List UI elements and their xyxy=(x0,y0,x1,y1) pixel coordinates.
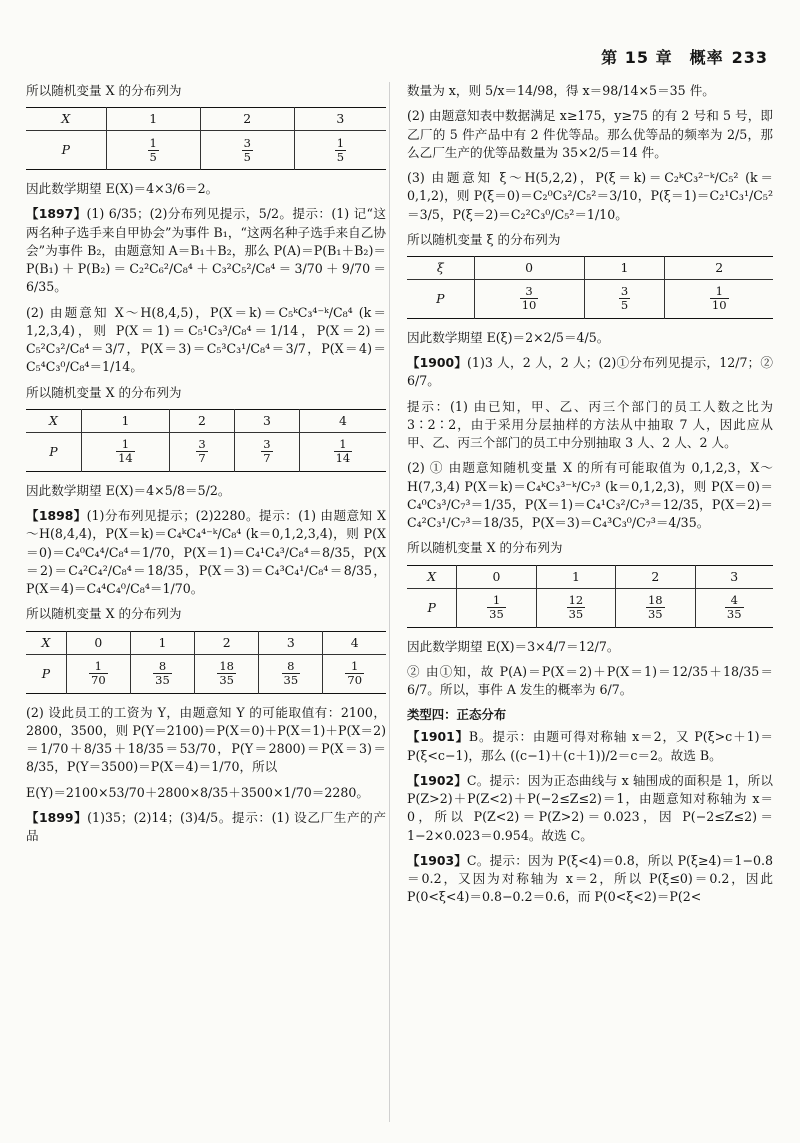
question-number: 【1900】 xyxy=(407,355,468,371)
fraction xyxy=(242,137,253,164)
fraction-denominator: 35 xyxy=(647,607,663,622)
intro-line: 所以随机变量 X 的分布列为 xyxy=(26,83,182,98)
table-var-header: X xyxy=(26,631,66,654)
table-prob-cell xyxy=(130,654,194,693)
fraction-numerator: 1 xyxy=(339,437,347,452)
expectation-line: 因此数学期望 E(X)＝3×4/7＝12/7。 xyxy=(407,638,620,654)
fraction-numerator: 4 xyxy=(730,593,738,607)
table-value-cell: 3 xyxy=(259,631,323,654)
table-value-cell: 1 xyxy=(536,565,615,588)
fraction-denominator: 5 xyxy=(243,149,251,164)
table-value-cell: 2 xyxy=(195,631,259,654)
fraction-numerator: 12 xyxy=(568,593,584,607)
fraction-denominator: 35 xyxy=(568,607,584,622)
fraction xyxy=(646,594,665,621)
column-divider xyxy=(389,82,390,1122)
question-number: 【1897】 xyxy=(26,206,87,222)
expectation-line: 因此数学期望 E(X)＝4×3/6＝2。 xyxy=(26,181,219,197)
fraction-numerator: 3 xyxy=(525,284,533,299)
answer-text: B。提示：由题可得对称轴 x＝2，又 P(ξ>c＋1)＝P(ξ<c−1)，那么 ((c−1)＋(c＋1))/2＝c＝2。故选 B。 xyxy=(407,729,773,763)
fraction-numerator: 8 xyxy=(158,658,167,673)
answer-1903 xyxy=(407,852,773,907)
fraction-numerator: 1 xyxy=(351,658,359,673)
table-prob-cell xyxy=(200,131,294,170)
page-header xyxy=(601,46,768,69)
answer-text: C。提示：因为 P(ξ<4)＝0.8，所以 P(ξ≥4)＝1−0.8＝0.2，又因为对称轴为 x＝2，所以 P(ξ≤0)＝0.2，因此 P(0<ξ<4)＝0.8−0.2＝0.6，而 P(0<ξ<2)＝P(2< xyxy=(407,852,773,905)
fraction xyxy=(520,285,539,312)
expectation-line: 因此数学期望 E(ξ)＝2×2/5＝4/5。 xyxy=(407,329,610,345)
answer-text: (2) 设此员工的工资为 Y，由题意知 Y 的可能取值有：2100，2800，3500，则 P(Y＝2100)＝P(X＝0)＋P(X＝1)＋P(X＝2)＝1/70＋8/35＋18/35＝53/70，P(Y＝2800)＝P(X＝3)＝8/35，P(Y＝3500)＝P(X＝4)＝1/70，所以 xyxy=(26,704,386,775)
table-prob-header: P xyxy=(26,131,106,170)
distribution-table-1900 xyxy=(407,565,773,628)
expectation-line: 因此数学期望 E(X)＝4×5/8＝5/2。 xyxy=(26,482,231,498)
table-var-header: X xyxy=(26,409,81,432)
answer-text: 数量为 x，则 5/x＝14/98，得 x＝98/14×5＝35 件。 xyxy=(407,83,715,98)
table-prob-cell xyxy=(170,432,235,471)
page-number: 233 xyxy=(731,48,768,67)
fraction-numerator: 1 xyxy=(336,135,345,150)
fraction-denominator: 5 xyxy=(620,298,629,313)
expectation-line: E(Y)＝2100×53/70＋2800×8/35＋3500×1/70＝2280。 xyxy=(26,784,370,800)
table-value-cell: 0 xyxy=(66,631,130,654)
table-prob-cell xyxy=(66,654,130,693)
table-value-cell: 4 xyxy=(323,631,386,654)
table-prob-cell xyxy=(81,432,169,471)
table-prob-cell xyxy=(695,588,773,627)
table-value-cell: 1 xyxy=(106,108,200,131)
fraction-numerator: 8 xyxy=(287,658,295,673)
fraction-denominator: 5 xyxy=(149,149,157,164)
table-value-cell: 0 xyxy=(474,257,584,280)
question-number: 【1899】 xyxy=(26,809,88,825)
fraction xyxy=(217,660,236,687)
question-number: 【1903】 xyxy=(407,852,467,868)
answer-1900 xyxy=(407,354,773,699)
table-prob-cell xyxy=(299,432,386,471)
question-number: 【1901】 xyxy=(407,729,469,745)
table-prob-cell xyxy=(474,279,584,318)
table-prob-cell xyxy=(106,131,200,170)
table-prob-header: P xyxy=(26,432,81,471)
fraction-numerator: 18 xyxy=(647,593,663,607)
table-value-cell: 2 xyxy=(616,565,695,588)
fraction-denominator: 14 xyxy=(118,451,133,466)
fraction-denominator: 5 xyxy=(336,149,345,164)
fraction-numerator: 3 xyxy=(620,284,629,299)
left-column xyxy=(26,82,386,852)
fraction-denominator: 35 xyxy=(726,607,742,622)
fraction xyxy=(725,594,744,621)
table-value-cell: 1 xyxy=(81,409,169,432)
fraction-numerator: 3 xyxy=(198,437,206,452)
answer-text: 所以随机变量 X 的分布列为 xyxy=(407,540,563,556)
table-prob-cell xyxy=(294,131,386,170)
chapter-title: 第 15 章 概率 xyxy=(601,48,724,67)
fraction-numerator: 1 xyxy=(121,437,130,452)
section-title: 类型四：正态分布 xyxy=(407,707,507,723)
fraction xyxy=(710,285,729,312)
fraction-denominator: 35 xyxy=(219,673,234,688)
table-value-cell: 2 xyxy=(170,409,235,432)
table-var-header: ξ xyxy=(407,257,474,280)
table-prob-cell xyxy=(234,432,299,471)
table-value-cell: 1 xyxy=(584,257,665,280)
answer-text: (1)35；(2)14；(3)4/5。提示：(1) 设乙厂生产的产品 xyxy=(26,809,386,844)
answer-text: (2) 由题意知 X～H(8,4,5)，P(X＝k)＝C₅ᵏC₃⁴⁻ᵏ/C₈⁴ (k＝1,2,3,4)，则 P(X＝1)＝C₅¹C₃³/C₈⁴＝1/14，P(X＝2)＝C₅²C₃²/C₈⁴＝3/7，P(X＝3)＝C₅³C₃¹/C₈⁴＝3/7，P(X＝4)＝C₅⁴C₃⁰/C₈⁴＝1/14。 xyxy=(26,304,386,375)
fraction xyxy=(567,594,586,621)
fraction-denominator: 35 xyxy=(283,673,299,688)
table-prob-cell xyxy=(323,654,386,693)
fraction-numerator: 18 xyxy=(219,658,234,673)
answer-text: 所以随机变量 X 的分布列为 xyxy=(26,384,182,400)
answer-1899 xyxy=(26,809,386,846)
fraction xyxy=(619,285,630,312)
fraction-numerator: 1 xyxy=(149,135,157,150)
table-value-cell: 3 xyxy=(234,409,299,432)
answer-text: (1)3 人，2 人，2 人；(2)①分布列见提示，12/7；② 6/7。 xyxy=(407,355,773,389)
fraction-denominator: 10 xyxy=(711,298,727,313)
fraction-denominator: 70 xyxy=(347,673,363,688)
answer-text: 提示：(1) 由已知，甲、乙、丙三个部门的员工人数之比为 3∶2∶2，由于采用分层抽样的方法从中抽取 7 人，因此应从甲、乙、丙三个部门的员工中分别抽取 3 人、2 人、2 人。 xyxy=(407,398,773,451)
fraction-denominator: 10 xyxy=(521,298,537,313)
fraction xyxy=(148,137,159,164)
table-var-header: X xyxy=(407,565,457,588)
table-var-header: X xyxy=(26,108,106,131)
table-prob-cell xyxy=(665,279,773,318)
table-prob-cell xyxy=(259,654,323,693)
table-prob-header: P xyxy=(26,654,66,693)
fraction-denominator: 14 xyxy=(335,451,351,466)
answer-text: 所以随机变量 ξ 的分布列为 xyxy=(407,231,561,247)
right-column xyxy=(407,82,773,914)
question-number: 【1902】 xyxy=(407,772,467,788)
fraction-denominator: 70 xyxy=(91,673,106,688)
fraction xyxy=(334,438,353,465)
table-value-cell: 0 xyxy=(457,565,536,588)
answer-1898 xyxy=(26,507,386,802)
table-prob-cell xyxy=(616,588,695,627)
fraction xyxy=(116,438,135,465)
answer-text: 所以随机变量 X 的分布列为 xyxy=(26,606,182,622)
fraction xyxy=(345,660,364,687)
table-prob-cell xyxy=(457,588,536,627)
fraction-numerator: 1 xyxy=(492,593,501,607)
fraction-denominator: 35 xyxy=(155,673,170,688)
table-value-cell: 3 xyxy=(695,565,773,588)
distribution-table-1 xyxy=(26,107,386,170)
answer-1901 xyxy=(407,728,773,765)
table-value-cell: 3 xyxy=(294,108,386,131)
fraction-denominator: 35 xyxy=(489,607,504,622)
question-number: 【1898】 xyxy=(26,508,87,524)
fraction xyxy=(89,660,108,687)
distribution-table-1899 xyxy=(407,256,773,319)
fraction-denominator: 7 xyxy=(263,451,271,466)
fraction-numerator: 1 xyxy=(94,658,102,673)
fraction-numerator: 1 xyxy=(715,284,723,299)
answer-1902 xyxy=(407,772,773,845)
table-prob-cell xyxy=(584,279,665,318)
fraction xyxy=(153,660,172,687)
table-prob-header: P xyxy=(407,279,474,318)
table-value-cell: 2 xyxy=(665,257,773,280)
answer-text: (2) 由题意知表中数据满足 x≥175，y≥75 的有 2 号和 5 号，即乙厂的 5 件产品中有 2 件优等品。那么优等品的频率为 2/5，那么乙厂生产的优等品数量为 35×2/5＝14 件。 xyxy=(407,108,773,160)
answer-text: (1)分布列见提示；(2)2280。提示：(1) 由题意知 X～H(8,4,4)，P(X＝k)＝C₄ᵏC₄⁴⁻ᵏ/C₈⁴ (k＝0,1,2,3,4)，则 P(X＝0)＝C₄⁰C₄⁴/C₈⁴＝1/70，P(X＝1)＝C₄¹C₄³/C₈⁴＝8/35，P(X＝2)＝C₄²C₄²/C₈⁴＝18/35，P(X＝3)＝C₄³C₄¹/C₈⁴＝8/35，P(X＝4)＝C₄⁴C₄⁰/C₈⁴＝1/70。 xyxy=(26,508,386,597)
fraction-numerator: 3 xyxy=(263,437,271,452)
table-value-cell: 1 xyxy=(130,631,194,654)
answer-text: (2) ① 由题意知随机变量 X 的所有可能取值为 0,1,2,3，X～H(7,3,4) P(X＝k)＝C₄ᵏC₃³⁻ᵏ/C₇³ (k＝0,1,2,3)，则 P(X＝0)＝C₄⁰C₃³/C₇³＝1/35，P(X＝1)＝C₄¹C₃²/C₇³＝12/35，P(X＝2)＝C₄²C₃¹/C₇³＝18/35，P(X＝3)＝C₄³C₃⁰/C₇³＝4/35。 xyxy=(407,460,773,531)
fraction-denominator: 7 xyxy=(198,451,206,466)
fraction xyxy=(487,594,506,621)
answer-text: C。提示：因为正态曲线与 x 轴围成的面积是 1，所以 P(Z>2)＋P(Z<2)＋P(−2≤Z≤2)＝1，由题意知对称轴为 x＝0，所以 P(Z<2)＝P(Z>2)＝0.023，因 P(−2≤Z≤2)＝1−2×0.023＝0.954。故选 C。 xyxy=(407,772,773,843)
distribution-table-1897 xyxy=(26,409,386,472)
fraction xyxy=(335,137,346,164)
fraction xyxy=(196,438,207,465)
answer-text: ② 由①知，故 P(A)＝P(X＝2)＋P(X＝1)＝12/35＋18/35＝6/7。所以，事件 A 发生的概率为 6/7。 xyxy=(407,663,773,698)
table-value-cell: 2 xyxy=(200,108,294,131)
fraction xyxy=(282,660,301,687)
distribution-table-1898 xyxy=(26,631,386,694)
table-value-cell: 4 xyxy=(299,409,386,432)
fraction xyxy=(261,438,272,465)
answer-text: (1) 6/35；(2)分布列见提示，5/2。提示：(1) 记“这两名种子选手来自甲协会”为事件 B₁，“这两名种子选手来自乙协会”为事件 B₂，由题意知 A＝B₁＋B₂，那么 P(A)＝P(B₁＋B₂)＝P(B₁)＋P(B₂)＝C₂²C₆²/C₈⁴＋C₃²C₅²/C₈⁴＝3/70＋9/70＝6/35。 xyxy=(26,206,386,295)
table-prob-cell xyxy=(536,588,615,627)
answer-text: (3) 由题意知 ξ～H(5,2,2)，P(ξ＝k)＝C₂ᵏC₃²⁻ᵏ/C₅² (k＝0,1,2)，则 P(ξ＝0)＝C₂⁰C₃²/C₅²＝3/10，P(ξ＝1)＝C₂¹C₃¹/C₅²＝3/5，P(ξ＝2)＝C₂²C₃⁰/C₅²＝1/10。 xyxy=(407,170,773,222)
table-prob-header: P xyxy=(407,588,457,627)
answer-1897 xyxy=(26,205,386,500)
table-prob-cell xyxy=(195,654,259,693)
fraction-numerator: 3 xyxy=(243,135,251,150)
